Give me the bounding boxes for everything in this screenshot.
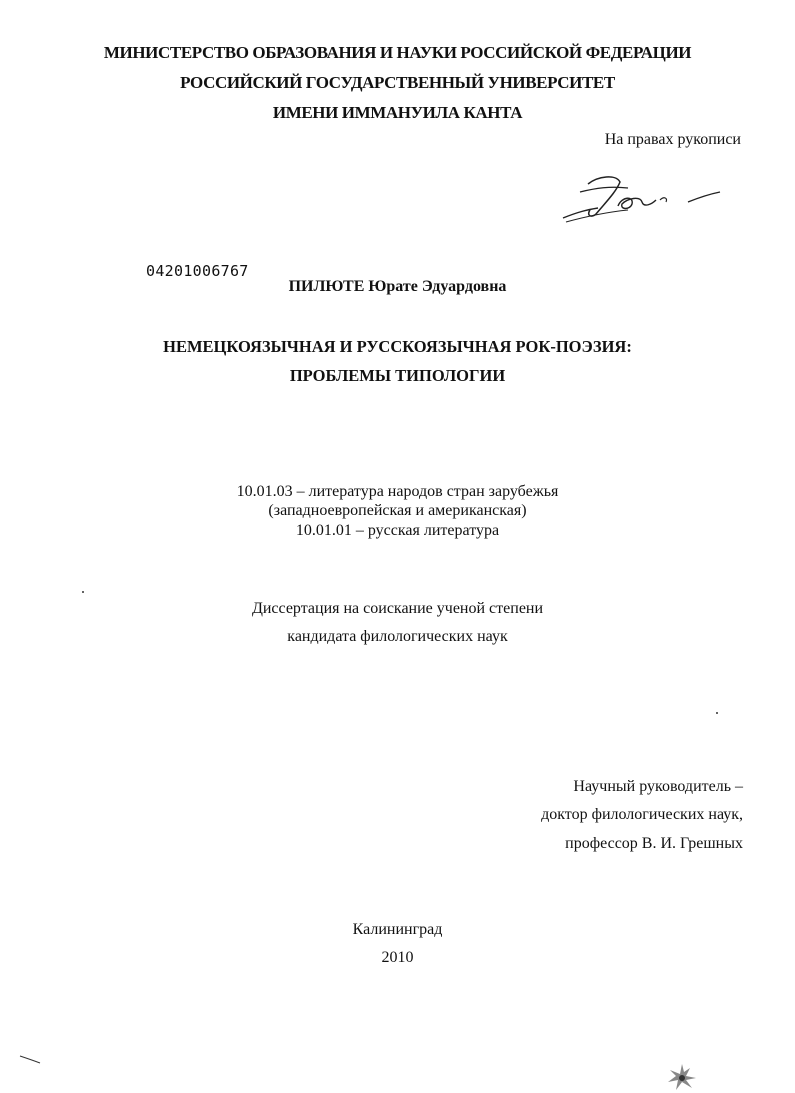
year: 2010	[381, 949, 414, 966]
supervisor-degree: доктор филологических наук,	[541, 806, 743, 823]
university-header: РОССИЙСКИЙ ГОСУДАРСТВЕННЫЙ УНИВЕРСИТЕТ	[180, 73, 615, 92]
handwritten-signature	[558, 166, 728, 226]
specialty-line-1: 10.01.03 – литература народов стран зарубежья	[236, 483, 559, 500]
dissertation-degree-line-2: кандидата филологических наук	[287, 628, 508, 645]
supervisor-role: Научный руководитель –	[573, 778, 743, 795]
manuscript-rights-note: На правах рукописи	[604, 131, 741, 148]
scan-stamp-smudge	[662, 1062, 702, 1092]
city: Калининград	[352, 921, 443, 938]
specialty-line-2: (западноевропейская и американская)	[268, 502, 527, 519]
supervisor-name: профессор В. И. Грешных	[565, 835, 743, 852]
catalog-code: 04201006767	[146, 262, 249, 280]
ministry-header: МИНИСТЕРСТВО ОБРАЗОВАНИЯ И НАУКИ РОССИЙСКОЙ ФЕДЕРАЦИИ	[103, 43, 692, 62]
author-name: ПИЛЮТЕ Юрате Эдуардовна	[288, 278, 507, 295]
university-name-header: ИМЕНИ ИММАНУИЛА КАНТА	[272, 103, 523, 122]
scan-speck	[716, 712, 718, 714]
scan-artifact-mark	[18, 1054, 48, 1066]
scan-speck	[82, 591, 84, 593]
dissertation-title-line-2: ПРОБЛЕМЫ ТИПОЛОГИИ	[289, 366, 506, 385]
dissertation-title-line-1: НЕМЕЦКОЯЗЫЧНАЯ И РУССКОЯЗЫЧНАЯ РОК-ПОЭЗИЯ:	[163, 337, 632, 356]
dissertation-degree-line-1: Диссертация на соискание ученой степени	[251, 600, 544, 617]
specialty-line-3: 10.01.01 – русская литература	[295, 522, 500, 539]
